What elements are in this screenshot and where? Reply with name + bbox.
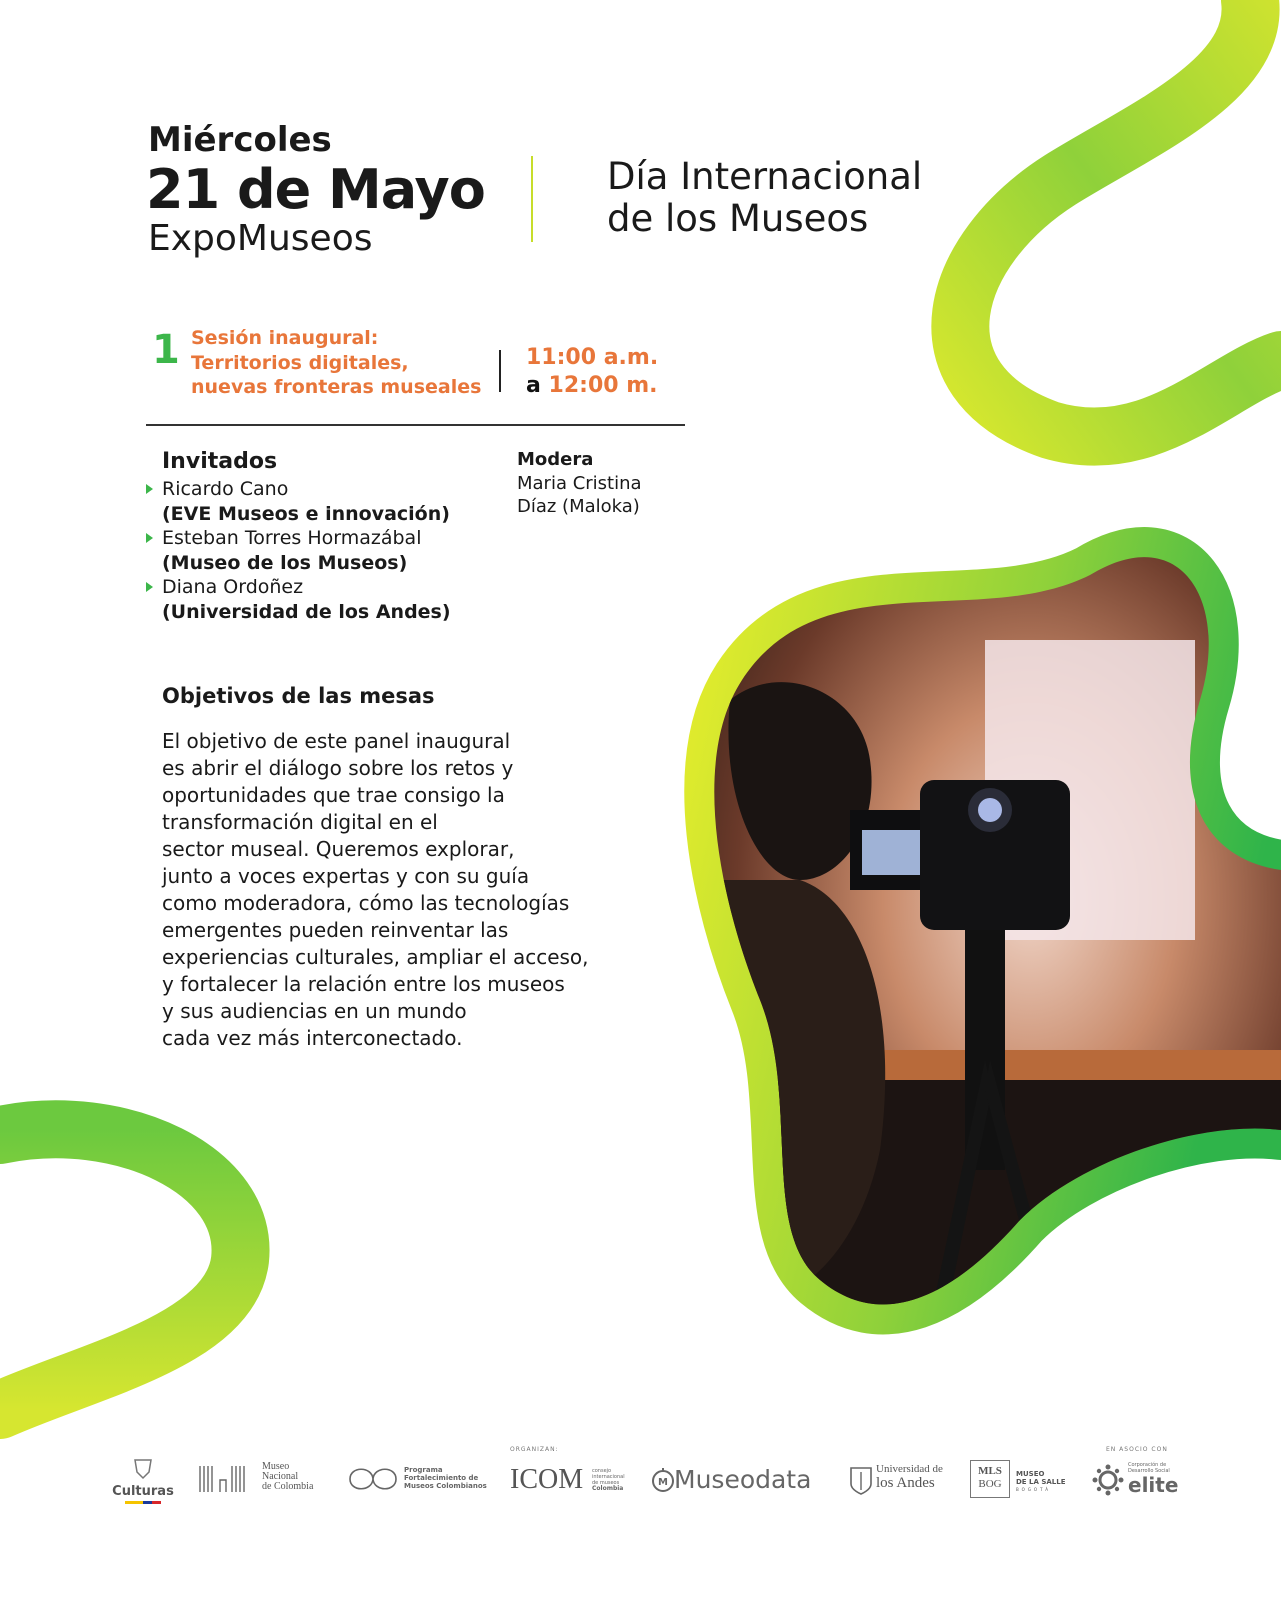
programa-logo bbox=[346, 1464, 496, 1500]
session-time bbox=[526, 344, 658, 400]
uniandes-logo bbox=[848, 1464, 958, 1498]
moderator-heading: Modera bbox=[517, 449, 594, 470]
elite-text-1: Corporación de bbox=[1128, 1462, 1167, 1468]
organizan-label: ORGANIZAN: bbox=[510, 1446, 559, 1453]
shield-icon bbox=[131, 1456, 155, 1480]
museo-nacional-text-2: Nacional bbox=[262, 1471, 299, 1482]
icom-sub-4: Colombia bbox=[592, 1485, 624, 1492]
event-date: 21 de Mayo bbox=[146, 158, 485, 221]
bullet-triangle-icon bbox=[146, 582, 153, 592]
objectives-line: oportunidades que trae consigo la bbox=[162, 783, 505, 807]
sponsor-logos bbox=[96, 1420, 1196, 1500]
lasalle-text-3: BOGOTÁ bbox=[1016, 1487, 1051, 1492]
section-rule bbox=[146, 424, 685, 426]
museo-nacional-logo bbox=[198, 1462, 328, 1502]
flag-stripe-icon bbox=[125, 1501, 161, 1504]
museo-nacional-text-1: Museo bbox=[262, 1461, 290, 1472]
uniandes-shield-icon bbox=[848, 1466, 874, 1496]
guest-item bbox=[146, 575, 486, 624]
mls-text-2: BOG bbox=[978, 1478, 1002, 1490]
elite-text-3: elite bbox=[1128, 1473, 1179, 1497]
objectives-line: junto a voces expertas y con su guía bbox=[162, 864, 530, 888]
objectives-line: y sus audiencias en un mundo bbox=[162, 999, 467, 1023]
lasalle-text-2: DE LA SALLE bbox=[1016, 1478, 1066, 1486]
session-number: 1 bbox=[152, 327, 180, 373]
museodata-m-icon bbox=[650, 1468, 676, 1494]
guests-list bbox=[146, 477, 486, 624]
museodata-logo bbox=[650, 1464, 830, 1498]
objectives-line: es abrir el diálogo sobre los retos y bbox=[162, 756, 514, 780]
objectives-line: transformación digital en el bbox=[162, 810, 438, 834]
event-name: ExpoMuseos bbox=[148, 218, 373, 259]
moderator-name-line-1: Maria Cristina bbox=[517, 473, 642, 494]
programa-loops-icon bbox=[346, 1464, 400, 1494]
icom-text: ICOM bbox=[510, 1464, 584, 1495]
objectives-line: sector museal. Queremos explorar, bbox=[162, 837, 515, 861]
icom-sub-3: de museos bbox=[592, 1480, 620, 1486]
session-title-line-3: nuevas fronteras museales bbox=[191, 376, 482, 398]
uniandes-text-2: los Andes bbox=[876, 1475, 935, 1491]
objectives-line: emergentes pueden reinventar las bbox=[162, 918, 509, 942]
guest-name: Diana Ordoñez bbox=[162, 576, 304, 598]
elite-logo bbox=[1092, 1460, 1182, 1500]
guest-org: (Museo de los Museos) bbox=[162, 551, 408, 574]
objectives-line: cada vez más interconectado. bbox=[162, 1026, 463, 1050]
museo-nacional-text-3: de Colombia bbox=[262, 1481, 314, 1492]
time-end: 12:00 m. bbox=[548, 373, 658, 398]
weekday: Miércoles bbox=[148, 120, 332, 160]
guest-org: (EVE Museos e innovación) bbox=[162, 502, 450, 525]
mls-text-1: MLS bbox=[978, 1465, 1002, 1477]
objectives-line: y fortalecer la relación entre los museos bbox=[162, 972, 565, 996]
session-title-line-1: Sesión inaugural: bbox=[191, 327, 379, 349]
culturas-text: Culturas bbox=[112, 1484, 174, 1499]
moderator-name bbox=[517, 472, 677, 518]
programa-text-2: Fortalecimiento de bbox=[404, 1474, 479, 1482]
museo-columns-icon bbox=[198, 1462, 258, 1494]
programa-text-3: Museos Colombianos bbox=[404, 1482, 487, 1490]
guest-item bbox=[146, 477, 486, 526]
time-connector: a bbox=[526, 373, 541, 398]
icom-sub-2: internacional bbox=[592, 1474, 625, 1480]
moderator-name-line-2: Díaz (Maloka) bbox=[517, 496, 640, 517]
uniandes-text-1: Universidad de bbox=[876, 1463, 943, 1475]
asocio-label: EN ASOCIO CON bbox=[1106, 1446, 1168, 1453]
objectives-line: experiencias culturales, ampliar el acceso, bbox=[162, 945, 589, 969]
lasalle-text-1: MUSEO bbox=[1016, 1470, 1045, 1478]
guest-org: (Universidad de los Andes) bbox=[162, 600, 451, 623]
svg-text:M: M bbox=[658, 1477, 668, 1488]
guest-name: Ricardo Cano bbox=[162, 478, 289, 500]
guest-item bbox=[146, 526, 486, 575]
icom-sub-1: consejo bbox=[592, 1468, 612, 1474]
lasalle-logo bbox=[970, 1460, 1080, 1500]
session-divider bbox=[499, 350, 501, 392]
museodata-text: Museodata bbox=[674, 1465, 812, 1494]
occasion-title bbox=[607, 156, 922, 240]
guests-heading: Invitados bbox=[162, 449, 278, 474]
objectives-line: El objetivo de este panel inaugural bbox=[162, 729, 511, 753]
session-title-line-2: Territorios digitales, bbox=[191, 351, 409, 374]
objectives-line: como moderadora, cómo las tecnologías bbox=[162, 891, 570, 915]
programa-text-1: Programa bbox=[404, 1466, 443, 1474]
session-title bbox=[191, 326, 491, 400]
objectives-heading: Objetivos de las mesas bbox=[162, 684, 435, 708]
culturas-logo bbox=[108, 1456, 178, 1504]
elite-text-2: Desarrollo Social bbox=[1128, 1468, 1170, 1474]
bullet-triangle-icon bbox=[146, 533, 153, 543]
header-divider bbox=[531, 156, 533, 242]
time-start: 11:00 a.m. bbox=[526, 345, 659, 370]
occasion-line-1: Día Internacional bbox=[607, 155, 923, 198]
icom-logo bbox=[510, 1464, 640, 1498]
occasion-line-2: de los Museos bbox=[607, 197, 869, 240]
guest-name: Esteban Torres Hormazábal bbox=[162, 527, 422, 549]
bullet-triangle-icon bbox=[146, 484, 153, 494]
objectives-text bbox=[162, 728, 632, 1052]
elite-sun-icon bbox=[1092, 1464, 1124, 1496]
